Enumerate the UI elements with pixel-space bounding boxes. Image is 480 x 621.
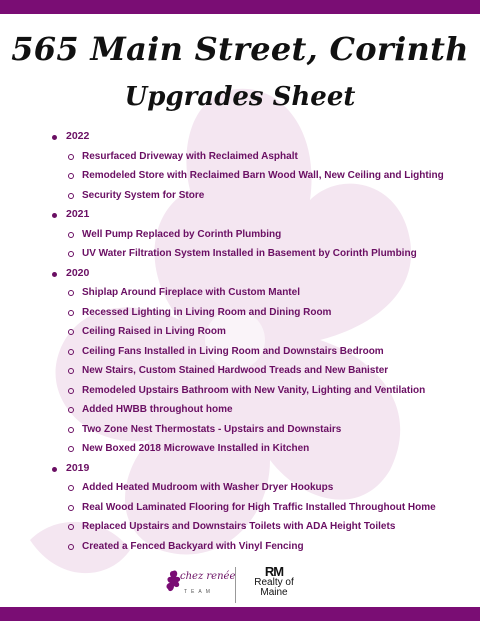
sub-bullet-icon [68,290,74,296]
upgrade-item [52,342,460,362]
upgrade-item [52,517,460,537]
bottom-accent-bar [0,607,480,621]
upgrade-item-text: Recessed Lighting in Living Room and Dining Room [82,306,332,318]
page-title: 565 Main Street, Corinth [11,30,469,68]
upgrade-item [52,322,460,342]
maine-line: Maine [260,587,288,598]
upgrade-item-text: UV Water Filtration System Installed in Basement by Corinth Plumbing [82,248,417,259]
upgrade-item-text: Ceiling Fans Installed in Living Room and Downstairs Bedroom [82,345,384,357]
year-label: 2022 [66,130,90,142]
upgrade-item-text: Replaced Upstairs and Downstairs Toilets with ADA Height Toilets [82,521,396,532]
upgrade-item-text: New Stairs, Custom Stained Hardwood Treads and New Banister [82,365,389,376]
bullet-icon [52,213,57,218]
upgrade-item [52,283,460,303]
upgrade-item-text: Shiplap Around Fireplace with Custom Mantel [82,287,300,298]
upgrade-item-text: Remodeled Upstairs Bathroom with New Vanity, Lighting and Ventilation [82,384,426,396]
logo-divider [235,567,236,603]
upgrade-item [52,361,460,381]
upgrade-item [52,498,460,518]
sub-bullet-icon [68,524,74,530]
year-heading [52,205,460,225]
realty-of-maine-logo [244,565,304,605]
footer-logos [160,565,320,605]
upgrade-item [52,537,460,557]
upgrade-item [52,186,460,206]
chez-renee-wordmark: chez renée [180,571,236,582]
upgrade-item [52,439,460,459]
sub-bullet-icon [68,368,74,374]
upgrade-item-text: Two Zone Nest Thermostats - Upstairs and Downstairs [82,423,342,435]
chez-renee-team: TEAM [184,589,214,595]
upgrade-item [52,244,460,264]
year-heading [52,459,460,479]
sub-bullet-icon [68,349,74,355]
year-label: 2021 [66,208,90,220]
upgrade-item-text: New Boxed 2018 Microwave Installed in Kitchen [82,443,310,454]
rm-monogram: RM [264,564,284,579]
bullet-icon [52,135,57,140]
sub-bullet-icon [68,232,74,238]
chez-renee-logo [160,565,236,605]
top-accent-bar [0,0,480,14]
upgrade-item-text: Remodeled Store with Reclaimed Barn Wood Wall, New Ceiling and Lighting [82,170,444,181]
upgrade-item [52,400,460,420]
sub-bullet-icon [68,505,74,511]
sub-bullet-icon [68,310,74,316]
upgrade-item-text: Added HWBB throughout home [82,404,233,415]
bullet-icon [52,272,57,277]
upgrade-item-text: Added Heated Mudroom with Washer Dryer Hookups [82,482,334,493]
sub-bullet-icon [68,446,74,452]
upgrade-item-text: Created a Fenced Backyard with Vinyl Fencing [82,540,304,552]
upgrade-item-text: Well Pump Replaced by Corinth Plumbing [82,228,282,240]
sub-bullet-icon [68,173,74,179]
year-label: 2019 [66,461,90,474]
sub-bullet-icon [68,427,74,433]
sub-bullet-icon [68,154,74,160]
year-label: 2020 [66,266,90,279]
upgrade-item [52,166,460,186]
upgrade-item-text: Ceiling Raised in Living Room [82,326,226,337]
upgrade-item [52,381,460,401]
sub-bullet-icon [68,329,74,335]
upgrades-list [52,127,460,556]
sub-bullet-icon [68,251,74,257]
upgrade-item-text: Real Wood Laminated Flooring for High Traffic Installed Throughout Home [82,501,436,513]
upgrade-item [52,420,460,440]
upgrade-item-text: Security System for Store [82,189,205,201]
year-heading [52,127,460,147]
upgrade-item [52,225,460,245]
upgrade-item [52,478,460,498]
upgrade-item-text: Resurfaced Driveway with Reclaimed Asphalt [82,150,298,162]
sub-bullet-icon [68,407,74,413]
page-subtitle: Upgrades Sheet [124,82,356,112]
sub-bullet-icon [68,388,74,394]
sub-bullet-icon [68,193,74,199]
sub-bullet-icon [68,544,74,550]
bullet-icon [52,467,57,472]
realty-of-line: Realty of [254,577,294,588]
upgrade-item [52,147,460,167]
sub-bullet-icon [68,485,74,491]
upgrade-item [52,303,460,323]
year-heading [52,264,460,284]
